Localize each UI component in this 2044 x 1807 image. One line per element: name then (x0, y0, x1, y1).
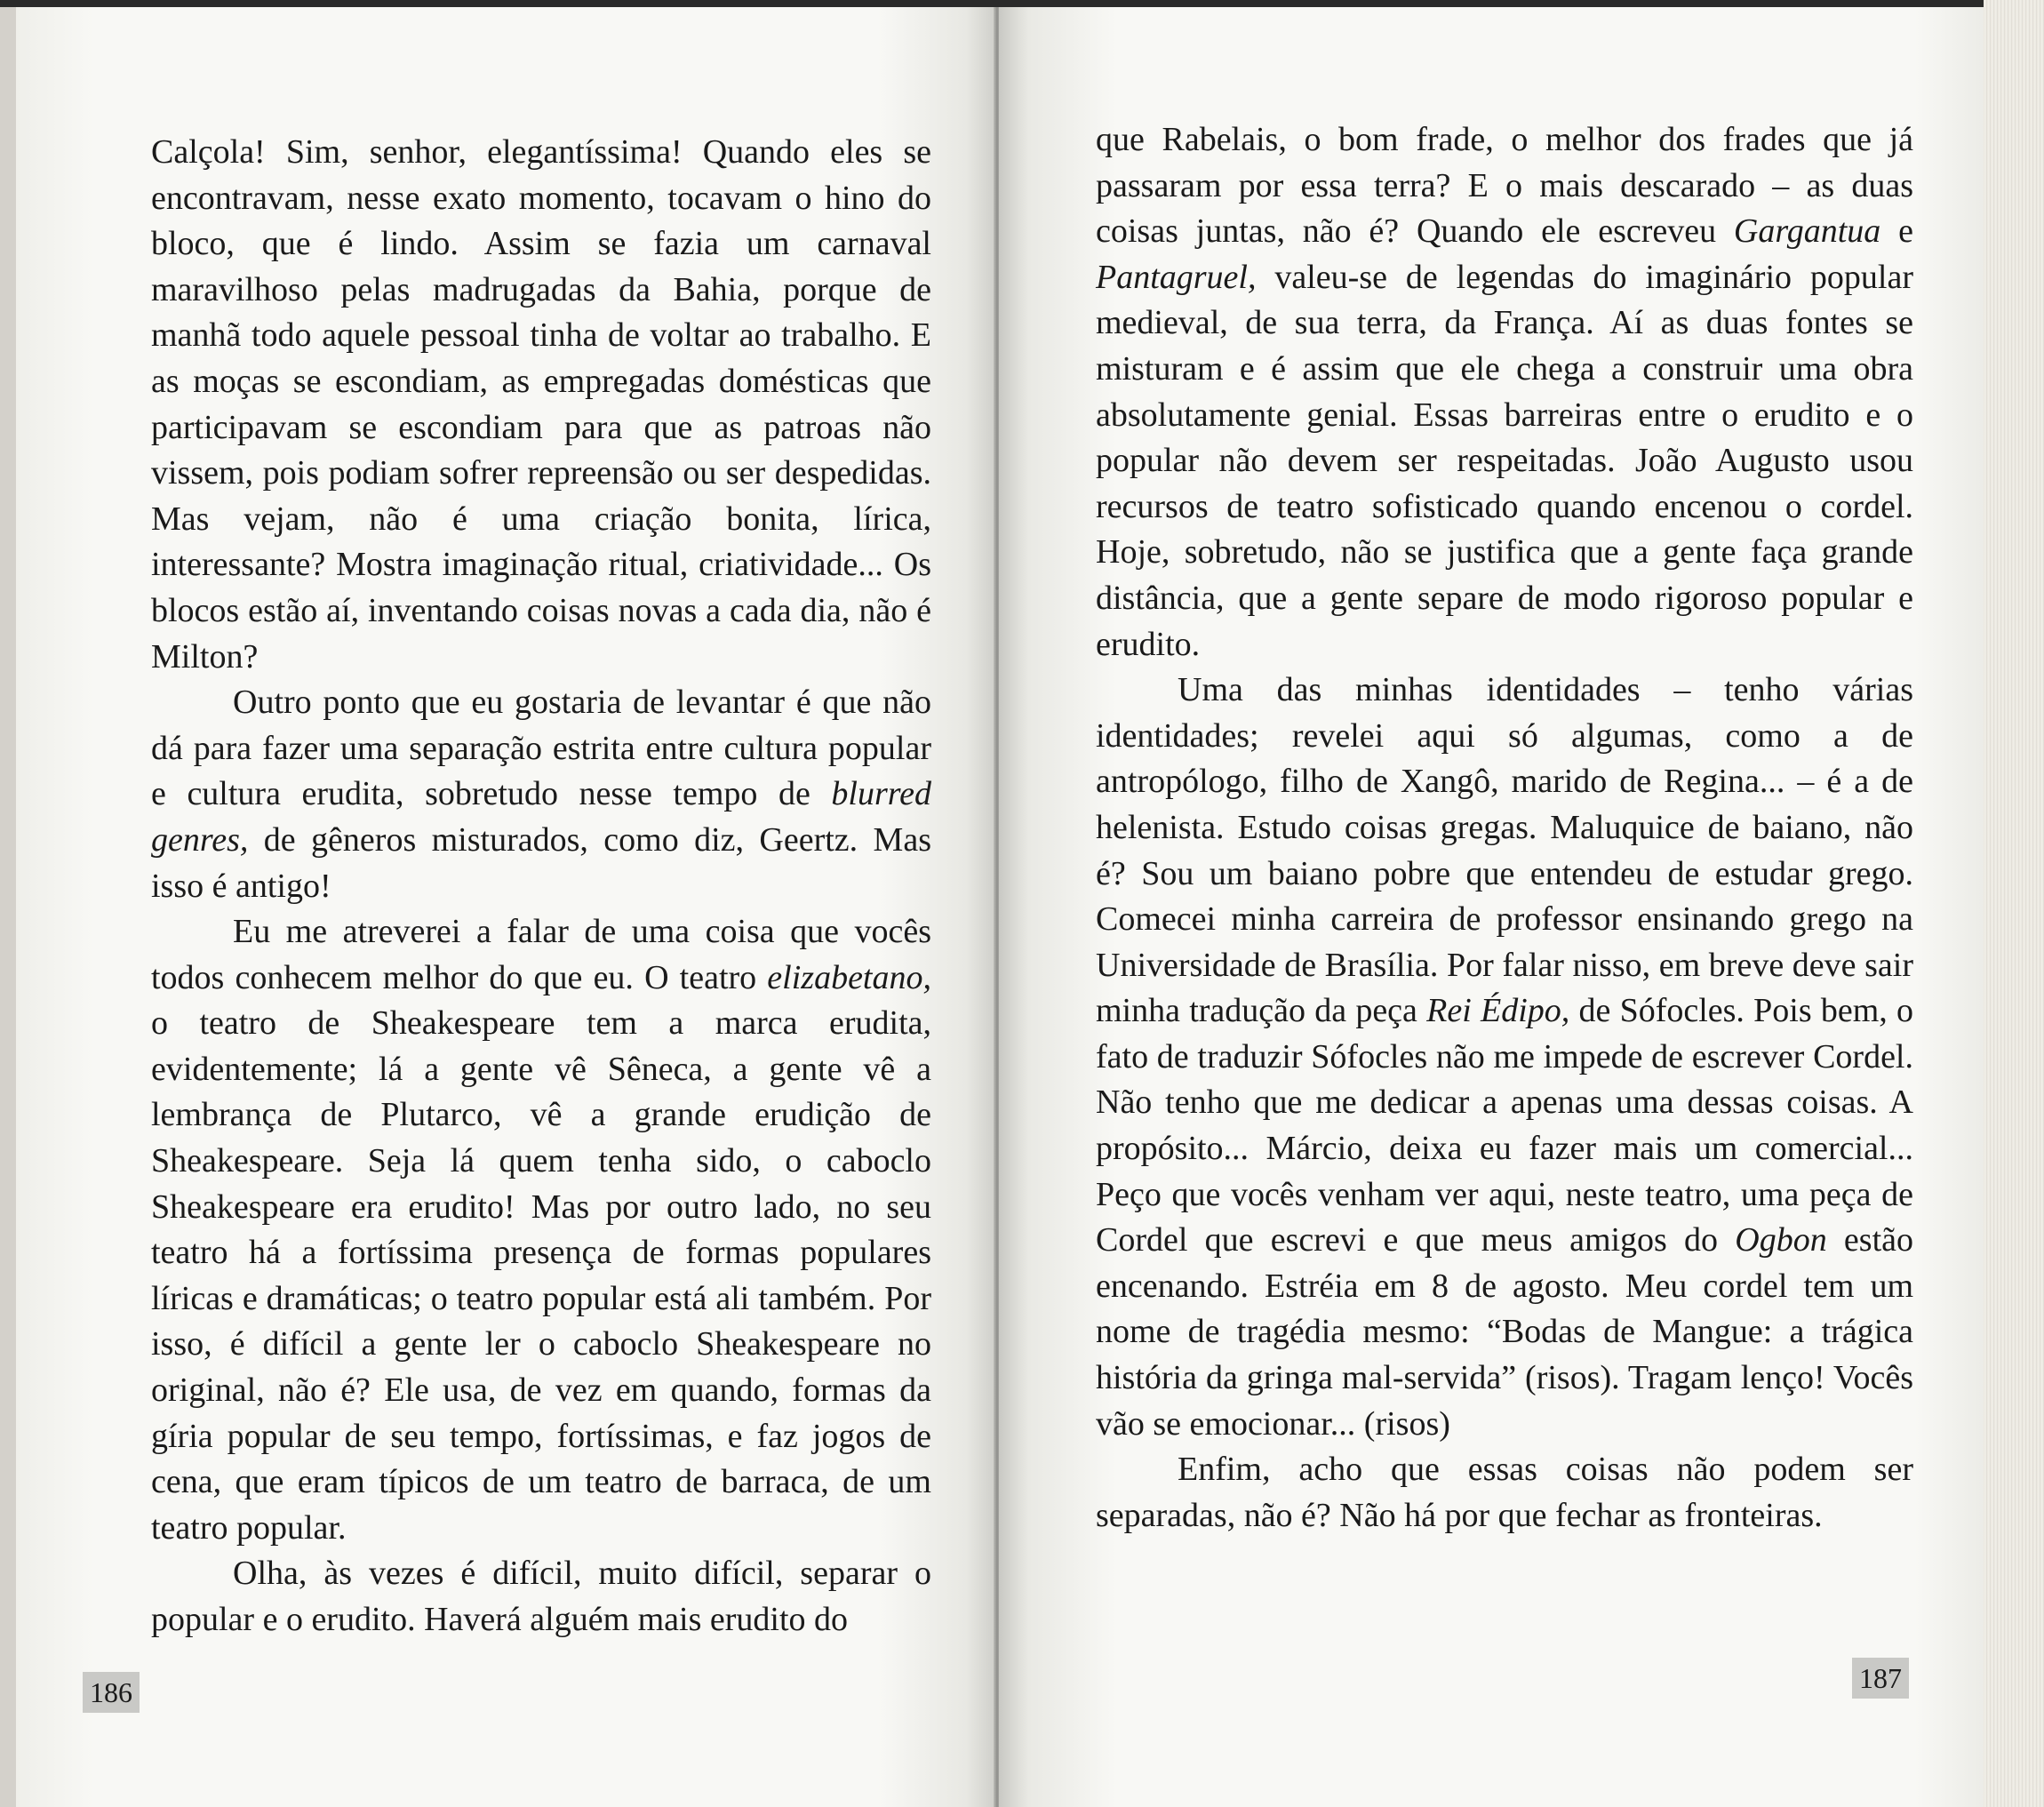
left-paragraph-4: Olha, às vezes é difícil, muito difícil, separar o popular e o erudito. Haverá alguém mais erudito do (151, 1555, 931, 1638)
left-page-text (151, 130, 931, 1643)
italic-term: elizabetano, (767, 958, 931, 996)
italic-title: Pantagruel, (1096, 258, 1257, 296)
italic-term: blurred genres, (151, 775, 931, 859)
italic-title: Rei Édipo, (1426, 992, 1570, 1030)
right-paragraph-2: Uma das minhas identidades – tenho várias identidades; revelei aqui só algumas, como a de antropólogo, filho de Xangô, marido de Regina... – é a de helenista. Estudo coisas gregas. Maluquice de baiano, não é? Sou um baiano pobre que entendeu de estudar grego. Comecei minha carreira de professor ensinando grego na Universidade de Brasília. Por falar nisso, em breve deve sair minha tradução da peça Rei Édipo, de Sófocles. Pois bem, o fato de traduzir Sófocles não me impede de escrever Cordel. Não tenho que me dedicar a apenas uma dessas coisas. A propósito... Márcio, deixa eu fazer mais um comercial... Peço que vocês venham ver aqui, neste teatro, uma peça de Cordel que escrevi e que meus amigos do Ogbon estão encenando. Estréia em 8 de agosto. Meu cordel tem um nome de tragédia mesmo: “Bodas de Mangue: a trágica história da gringa mal-servida” (risos). Tragam lenço! Vocês vão se emocionar... (risos) (1096, 671, 1914, 1443)
right-page (999, 7, 1984, 1807)
page-number-right: 187 (1852, 1658, 1909, 1699)
left-page (16, 7, 995, 1807)
page-edges (1984, 0, 2044, 1807)
right-paragraph-3: Enfim, acho que essas coisas não podem ser separadas, não é? Não há por que fechar as fronteiras. (1096, 1451, 1913, 1534)
right-page-text (1096, 117, 1913, 1539)
italic-title: Gargantua (1733, 212, 1881, 251)
right-paragraph-1: que Rabelais, o bom frade, o melhor dos frades que já passaram por essa terra? E o mais descarado – as duas coisas juntas, não é? Quando ele escreveu Gargantua e Pantagruel, valeu-se de legendas do imaginário popular medieval, de sua terra, da França. Aí as duas fontes se misturam e é assim que ele chega a construir uma obra absolutamente genial. Essas barreiras entre o erudito e o popular não devem ser respeitadas. João Augusto usou recursos de teatro sofisticado quando encenou o cordel. Hoje, sobretudo, não se justifica que a gente faça grande distância, que a gente separe de modo rigoroso popular e erudito. (1096, 121, 1913, 663)
italic-title: Ogbon (1735, 1221, 1827, 1259)
left-paragraph-2: Outro ponto que eu gostaria de levantar é que não dá para fazer uma separação estrita entre cultura popular e cultura erudita, sobretudo nesse tempo de blurred genres, de gêneros misturados, como diz, Geertz. Mas isso é antigo! (151, 684, 931, 905)
left-paragraph-1: Calçola! Sim, senhor, elegantíssima! Quando eles se encontravam, nesse exato momento, tocavam o hino do bloco, que é lindo. Assim se fazia um carnaval maravilhoso pelas madrugadas da Bahia, porque de manhã todo aquele pessoal tinha de voltar ao trabalho. E as moças se escondiam, as empregadas domésticas que participavam se escondiam para que as patroas não vissem, pois podiam sofrer repreensão ou ser despedidas. Mas vejam, não é uma criação bonita, lírica, interessante? Mostra imaginação ritual, criatividade... Os blocos estão aí, inventando coisas novas a cada dia, não é Milton? (151, 133, 931, 676)
left-paragraph-3: Eu me atreverei a falar de uma coisa que vocês todos conhecem melhor do que eu. O teatro elizabetano, o teatro de Sheakespeare tem a marca erudita, evidentemente; lá a gente vê Sêneca, a gente vê a lembrança de Plutarco, vê a grande erudição de Sheakespeare. Seja lá quem tenha sido, o caboclo Sheakespeare era erudito! Mas por outro lado, no seu teatro há a fortíssima presença de formas populares líricas e dramáticas; o teatro popular está ali também. Por isso, é difícil a gente ler o caboclo Sheakespeare no original, não é? Ele usa, de vez em quando, formas da gíria popular de seu tempo, fortíssimas, e faz jogos de cena, que eram típicos de um teatro de barraca, de um teatro popular. (151, 913, 931, 1547)
top-edge (0, 0, 2044, 7)
page-number-left: 186 (83, 1672, 140, 1713)
